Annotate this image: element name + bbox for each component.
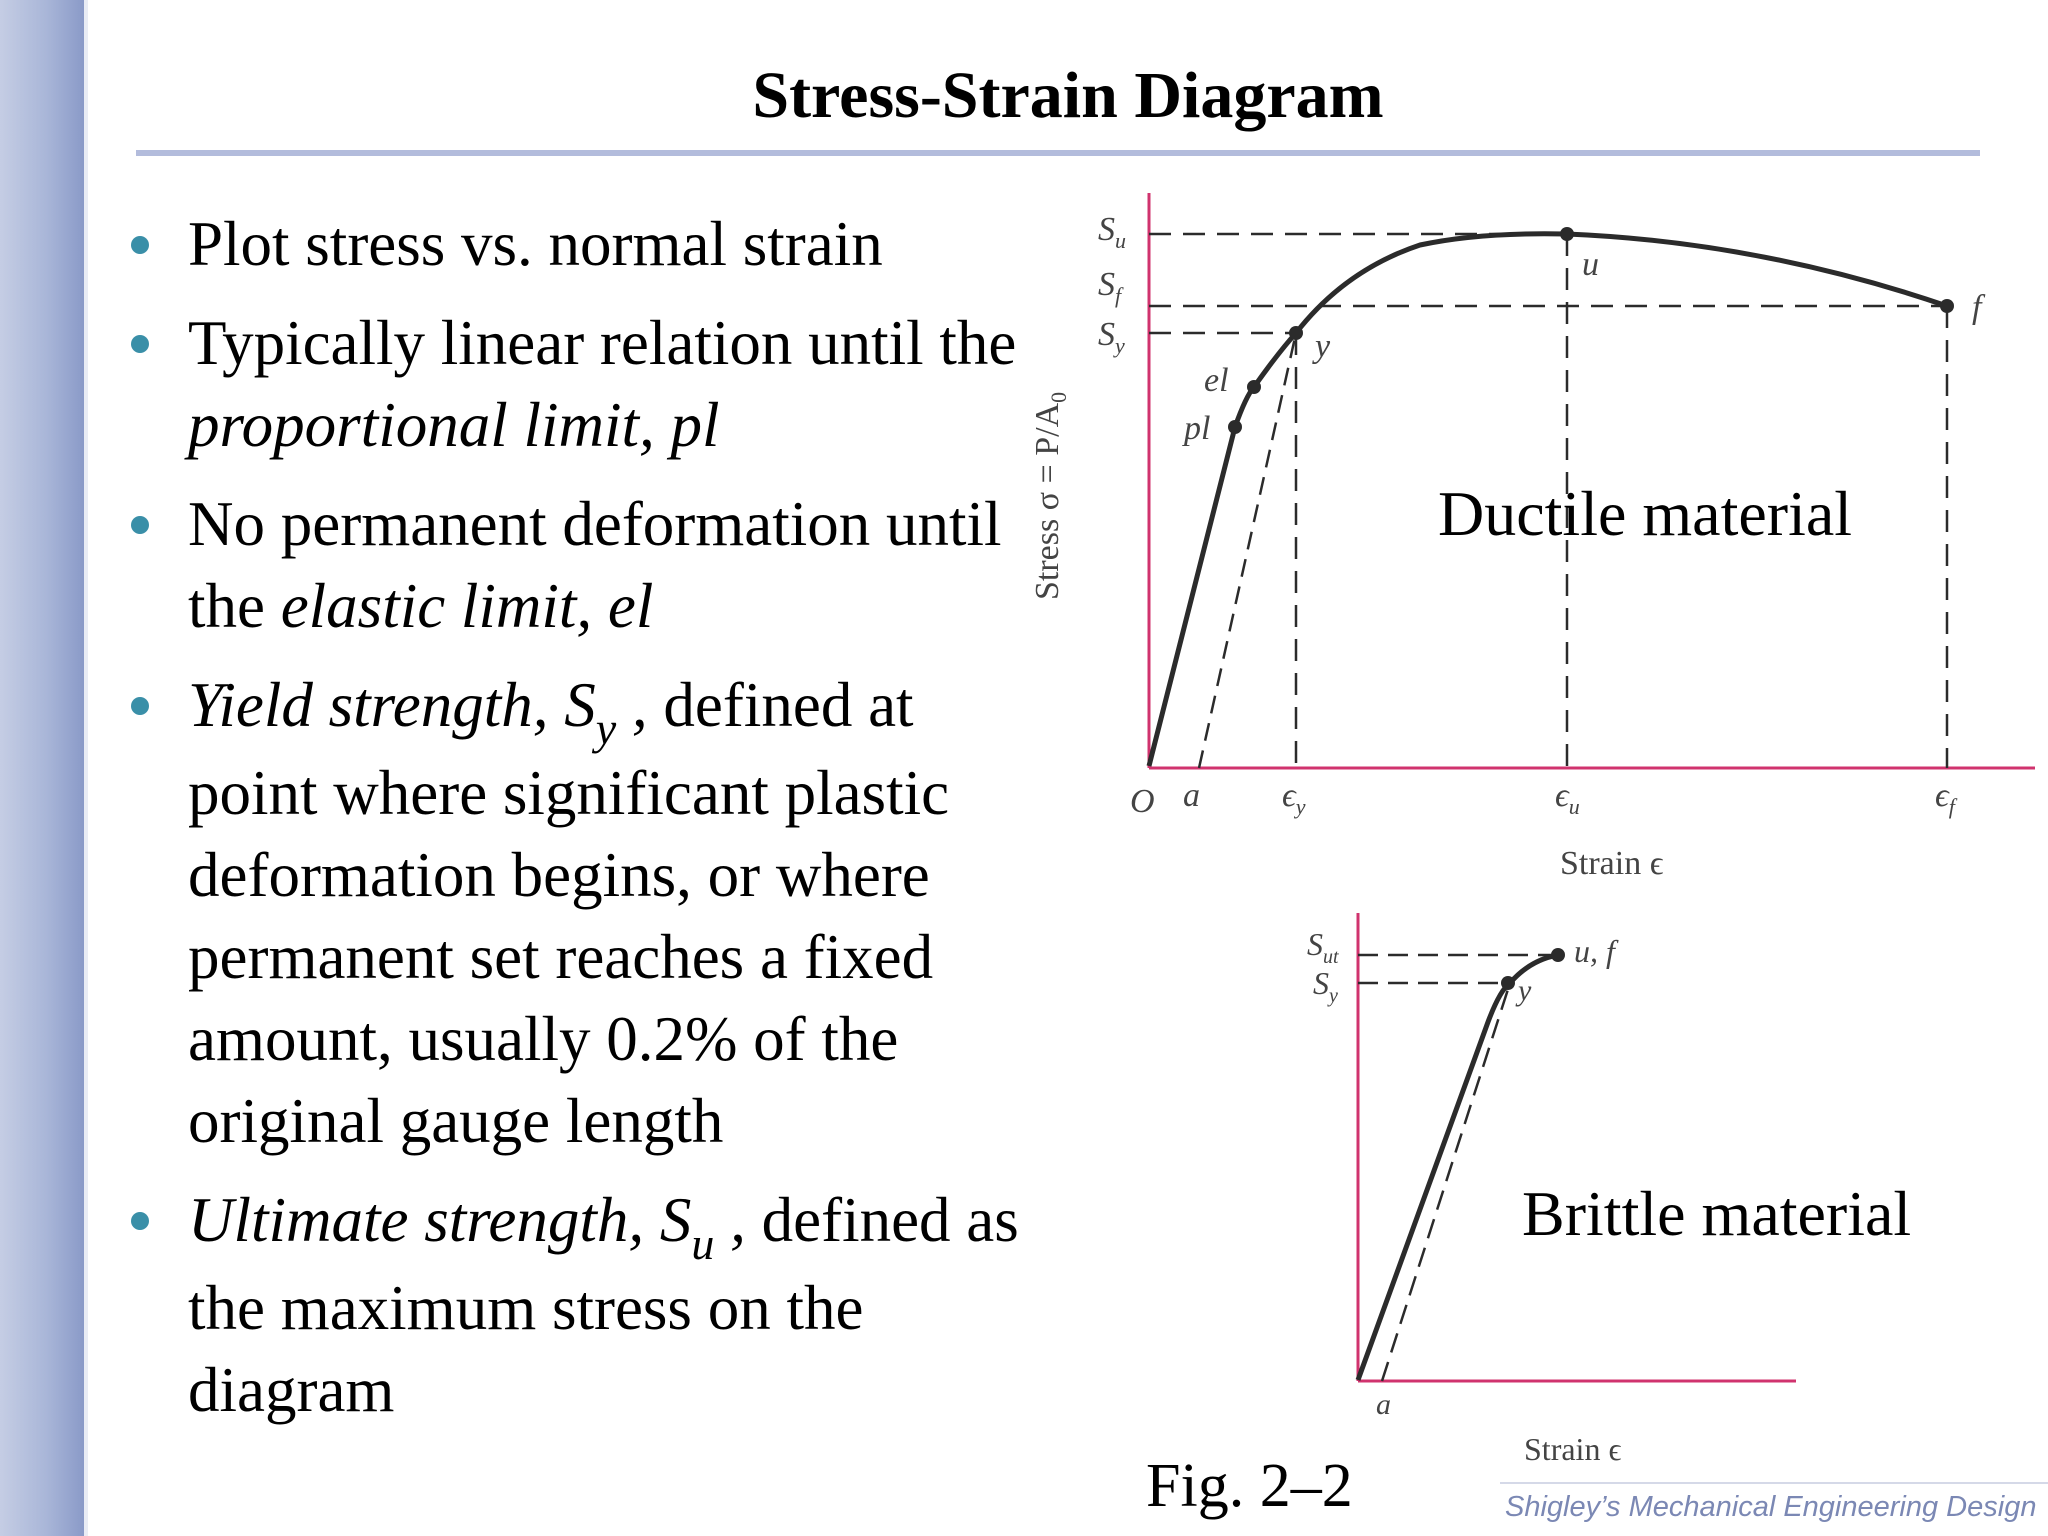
bullet-term: proportional limit, pl <box>188 390 720 460</box>
point-y <box>1289 326 1303 340</box>
bullet-subscript: y <box>595 703 617 754</box>
brittle-material-label: Brittle material <box>1522 1178 1912 1249</box>
sf-label: $S_f$ <box>1098 266 1122 308</box>
ey-label: $\epsilon_y$ <box>1282 777 1306 819</box>
brittle-diagram <box>1307 913 1911 1467</box>
uf-label: u, f <box>1574 933 1615 969</box>
point-f <box>1940 299 1954 313</box>
point-uf <box>1551 948 1565 962</box>
ef-label: $\epsilon_f$ <box>1935 777 1955 819</box>
a-label: a <box>1183 777 1200 814</box>
figure-caption: Fig. 2–2 <box>1146 1452 1353 1520</box>
bullet-text: defined as the maximum stress on the diagram <box>188 1185 1019 1425</box>
ductile-diagram <box>1029 193 2035 882</box>
u-label: u <box>1582 246 1599 283</box>
el-label: el <box>1204 362 1229 399</box>
ductile-material-label: Ductile material <box>1438 478 1853 549</box>
brittle-a-label: a <box>1376 1388 1391 1421</box>
bullet-term: Yield strength, S <box>188 670 596 740</box>
brittle-curve <box>1358 955 1558 1380</box>
bullet-term: Ultimate strength, S <box>188 1185 692 1255</box>
bullet-text: No permanent deformation until the <box>188 489 1002 641</box>
point-brittle-y <box>1501 976 1515 990</box>
su-label: $S_u$ <box>1098 211 1126 253</box>
bullet-text: Typically linear relation until the <box>188 308 1017 378</box>
bullet-subscript: u <box>691 1218 715 1269</box>
sy-label: $S_y$ <box>1098 316 1125 358</box>
brittle-x-label: Strain ϵ <box>1524 1431 1622 1467</box>
ductile-x-label: Strain ϵ <box>1560 845 1664 882</box>
point-pl <box>1228 420 1242 434</box>
footer-credit: Shigley’s Mechanical Engineering Design <box>1505 1491 2037 1523</box>
brittle-offset-line <box>1382 983 1510 1381</box>
bullet-text: Plot stress vs. normal strain <box>188 209 883 279</box>
bullet-punct: , <box>616 670 664 740</box>
brittle-y-label: y <box>1518 974 1532 1007</box>
bullet-punct: , <box>714 1185 746 1255</box>
eu-label: $\epsilon_u$ <box>1555 777 1580 819</box>
origin-label: O <box>1130 783 1155 820</box>
sut-label: $S_{ut}$ <box>1307 926 1339 968</box>
pl-label: pl <box>1184 410 1211 447</box>
y-label: y <box>1315 328 1331 365</box>
point-u <box>1560 227 1574 241</box>
footer-divider <box>1500 1482 2048 1484</box>
ductile-y-label: Stress $\sigma = P/A_0$ <box>1029 391 1071 600</box>
bullet-term: elastic limit, el <box>280 571 654 641</box>
brittle-sy-label: $S_y$ <box>1313 965 1338 1007</box>
f-label: f <box>1972 289 1982 326</box>
bullet-text: defined at point where significant plastic deformation begins, or where permanent set reaches a fixed amount, usually 0.2% of the original gauge length <box>188 670 950 1156</box>
slide-title: Stress-Strain Diagram <box>752 59 1384 132</box>
point-el <box>1247 380 1261 394</box>
